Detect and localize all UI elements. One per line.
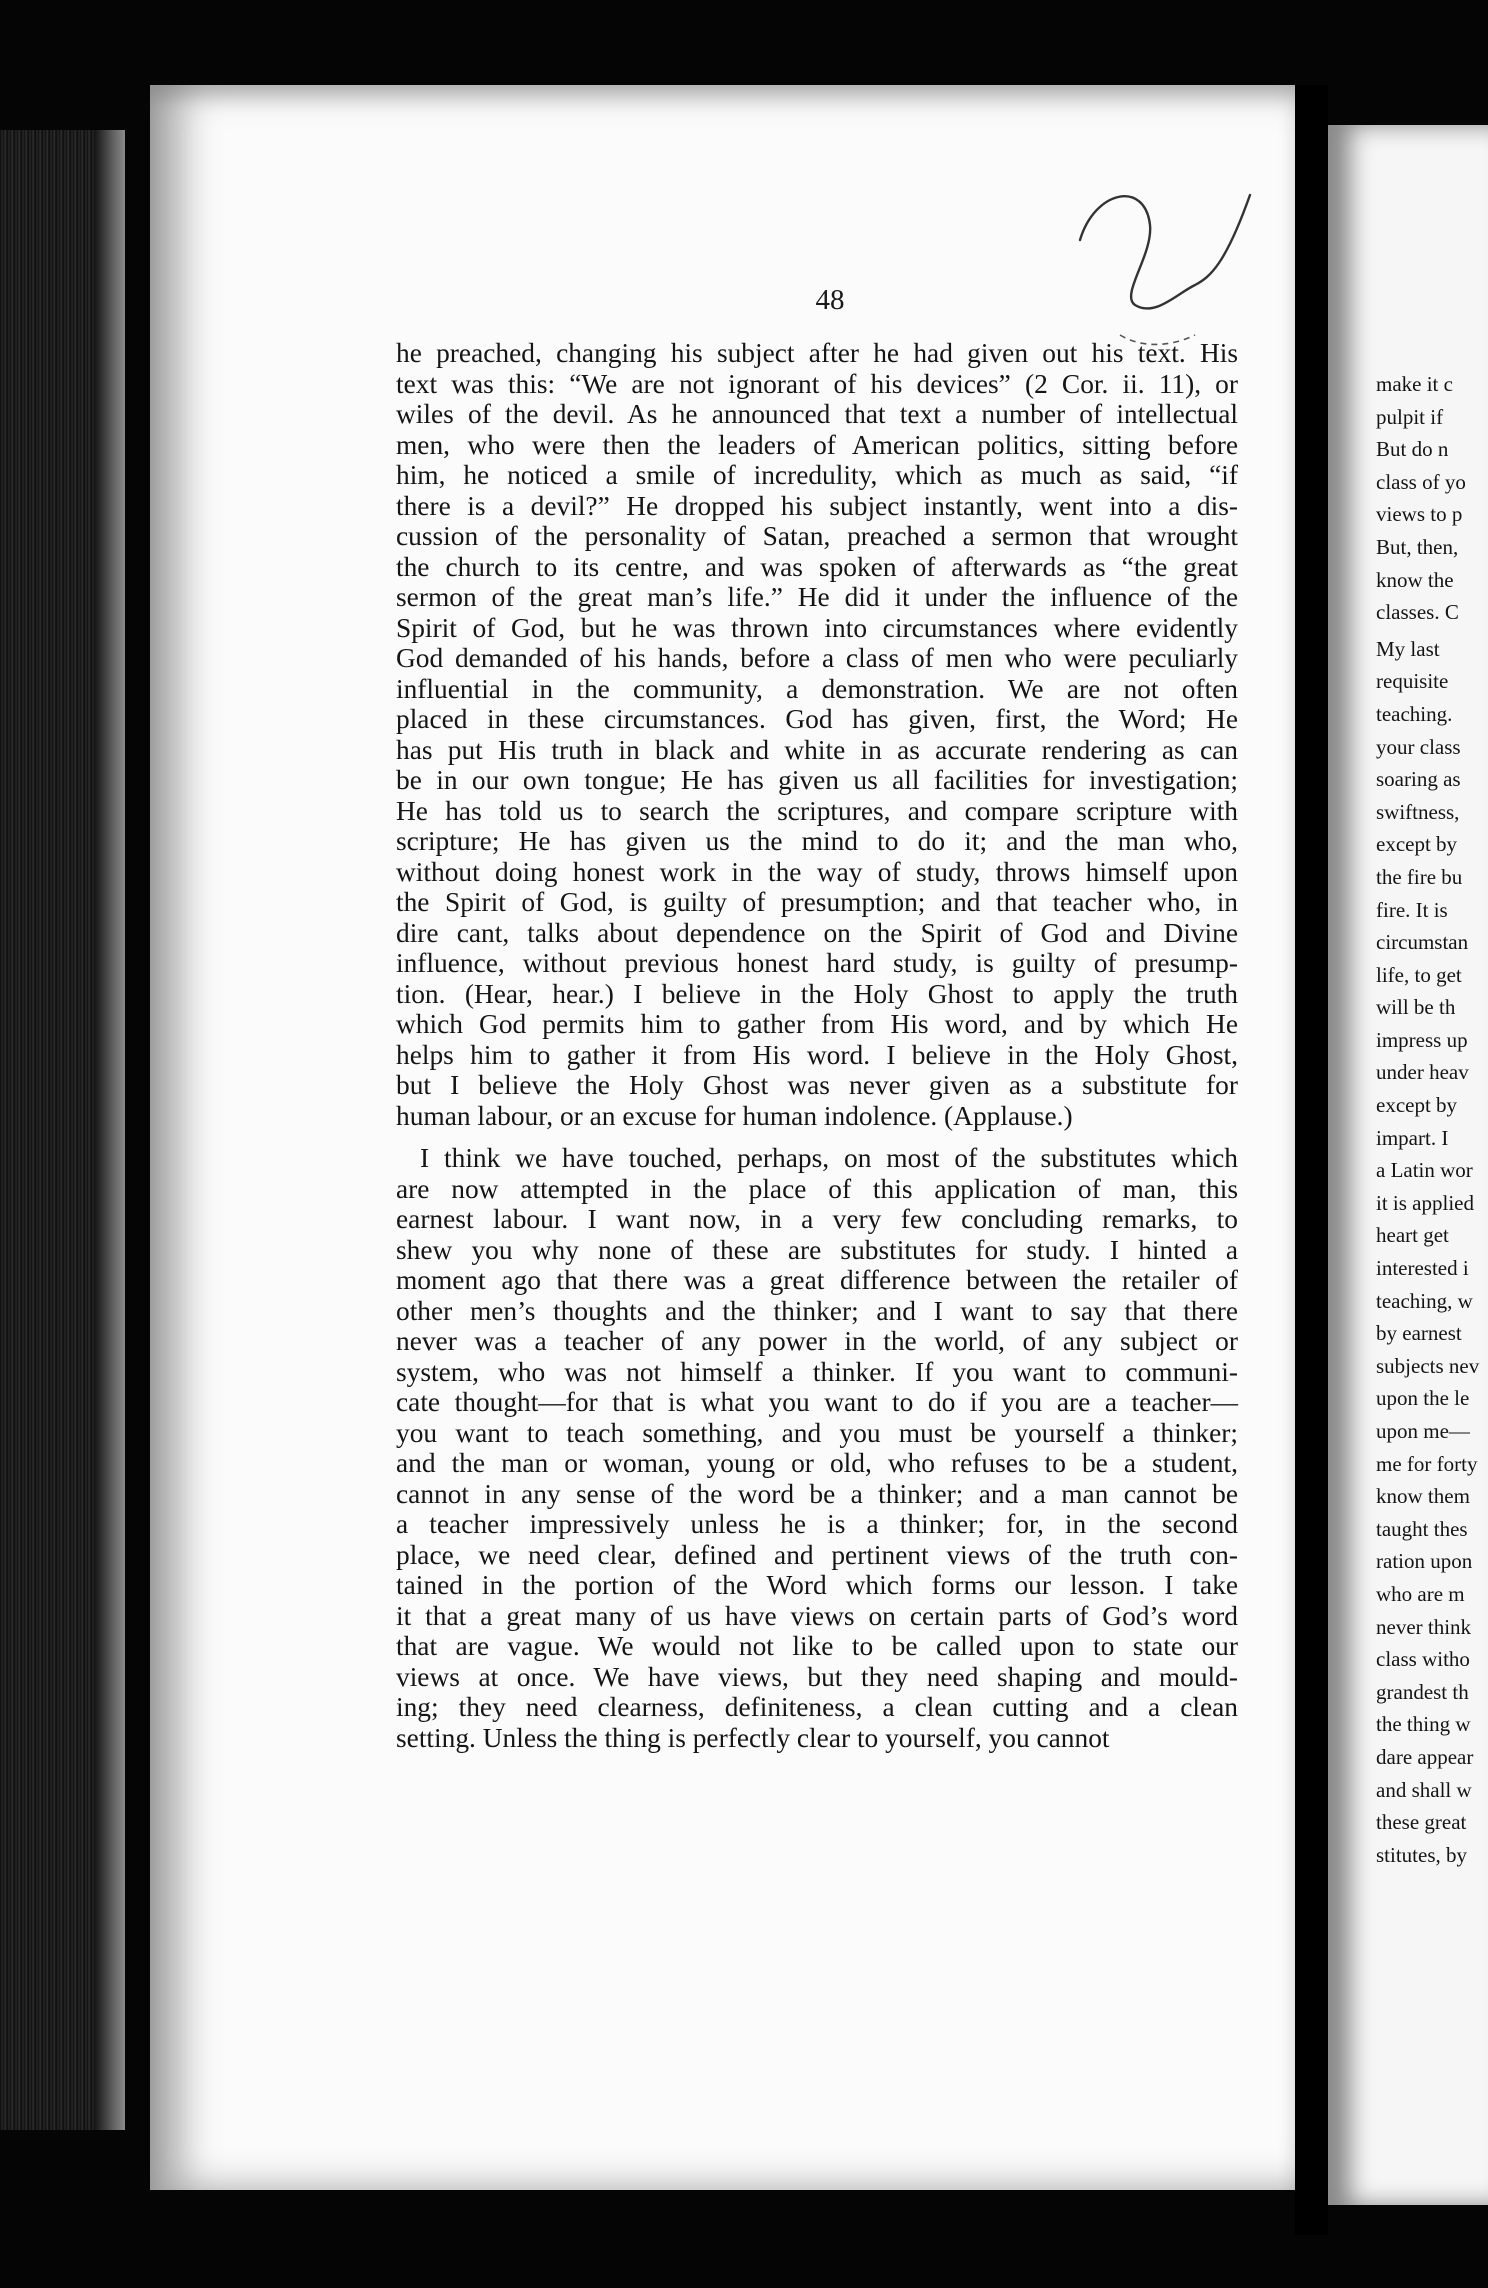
text-line: scripture; He has given us the mind to do it; and the man who, (396, 826, 1238, 856)
facing-page-line: know the (1376, 567, 1454, 592)
facing-page-line: teaching. (1376, 701, 1453, 726)
text-line: that are vague. We would not like to be called upon to state our (396, 1631, 1238, 1661)
facing-page-line: classes. C (1376, 600, 1459, 625)
facing-page-line: upon the le (1376, 1386, 1470, 1411)
text-line: human labour, or an excuse for human indolence. (Applause.) (396, 1100, 1073, 1131)
facing-page-line: it is applied (1376, 1190, 1474, 1215)
text-line: but I believe the Holy Ghost was never given as a substitute for (396, 1070, 1238, 1100)
text-line: are now attempted in the place of this application of man, this (396, 1173, 1238, 1204)
facing-page-line: views to p (1376, 502, 1463, 527)
text-line: other men’s thoughts and the thinker; and I want to say that there (396, 1295, 1238, 1326)
text-line: placed in these circumstances. God has given, first, the Word; He (396, 704, 1238, 734)
body-text (396, 338, 1238, 1753)
text-line: setting. Unless the thing is perfectly clear to yourself, you cannot (396, 1722, 1110, 1753)
text-line: ing; they need clearness, definiteness, a clean cutting and a clean (396, 1692, 1238, 1722)
text-line: wiles of the devil. As he announced that text a number of intellectual (396, 399, 1238, 429)
text-line: a teacher impressively unless he is a thinker; for, in the second (396, 1509, 1238, 1539)
facing-page-line: upon me— (1376, 1419, 1470, 1443)
paragraph-gap (396, 1131, 1238, 1143)
text-line: shew you why none of these are substitutes for study. I hinted a (396, 1234, 1238, 1265)
facing-page-line: pulpit if (1376, 404, 1444, 429)
text-line: and the man or woman, young or old, who refuses to be a student, (396, 1448, 1238, 1478)
text-line: He has told us to search the scriptures, and compare scripture with (396, 795, 1238, 826)
text-line: Spirit of God, but he was thrown into circumstances where evidently (396, 612, 1238, 643)
facing-page-line: except by (1376, 1093, 1458, 1118)
facing-page-line: stitutes, by (1376, 1842, 1468, 1867)
text-line: has put His truth in black and white in as accurate rendering as can (396, 734, 1238, 765)
page-gutter (1295, 85, 1328, 2235)
facing-page-line: class of yo (1376, 469, 1466, 494)
text-line: tion. (Hear, hear.) I believe in the Holy Ghost to apply the truth (396, 978, 1238, 1009)
facing-page-line: soaring as (1376, 767, 1461, 792)
facing-page-line: except by (1376, 832, 1458, 857)
facing-page-line: interested i (1376, 1256, 1469, 1281)
facing-page-line: My last (1376, 636, 1440, 661)
text-line: influential in the community, a demonstration. We are not often (396, 673, 1238, 704)
facing-page-line: the fire bu (1376, 864, 1463, 889)
text-line: system, who was not himself a thinker. If you want to communi- (396, 1356, 1238, 1387)
text-line: the church to its centre, and was spoken of afterwards as “the great (396, 551, 1238, 582)
facing-page-line: a Latin wor (1376, 1158, 1473, 1183)
text-line: helps him to gather it from His word. I believe in the Holy Ghost, (396, 1039, 1238, 1070)
text-line: text was this: “We are not ignorant of his devices” (2 Cor. ii. 11), or (396, 368, 1238, 399)
facing-page-line: make it c (1376, 372, 1453, 396)
facing-page-line: the thing w (1376, 1712, 1471, 1737)
facing-page-line: requisite (1376, 669, 1449, 694)
facing-page-line: But, then, (1376, 534, 1459, 559)
text-line: you want to teach something, and you must be yourself a thinker; (396, 1417, 1238, 1448)
text-line: which God permits him to gather from His word, and by which He (396, 1009, 1238, 1039)
facing-page-line: these great (1376, 1810, 1467, 1835)
book-page-edges (0, 130, 125, 2130)
facing-page-line: life, to get (1376, 962, 1462, 987)
facing-page-line: ration upon (1376, 1549, 1473, 1574)
text-line: without doing honest work in the way of study, throws himself upon (396, 856, 1238, 887)
text-line: he preached, changing his subject after he had given out his text. His (396, 338, 1238, 368)
facing-page-line: your class (1376, 734, 1461, 759)
text-line: cannot in any sense of the word be a thinker; and a man cannot be (396, 1478, 1238, 1509)
text-line: him, he noticed a smile of incredulity, which as much as said, “if (396, 460, 1238, 490)
text-line: tained in the portion of the Word which forms our lesson. I take (396, 1570, 1238, 1600)
facing-page-line: teaching, w (1376, 1288, 1473, 1313)
facing-page-line: subjects nev (1376, 1353, 1480, 1378)
facing-page-line: know them (1376, 1484, 1470, 1509)
text-line: it that a great many of us have views on certain parts of God’s word (396, 1600, 1238, 1631)
text-line: cate thought—for that is what you want to do if you are a teacher— (396, 1387, 1238, 1417)
facing-page-line: by earnest (1376, 1321, 1462, 1346)
facing-page-line: will be th (1376, 995, 1456, 1020)
facing-page-line: impress up (1376, 1027, 1468, 1052)
text-line: views at once. We have views, but they need shaping and mould- (396, 1661, 1238, 1692)
facing-page-line: dare appear (1376, 1744, 1474, 1769)
facing-page-line: circumstan (1376, 930, 1469, 955)
text-line: there is a devil?” He dropped his subject instantly, went into a dis- (396, 490, 1238, 521)
facing-page-line: But do n (1376, 437, 1449, 462)
facing-page-line: grandest th (1376, 1679, 1469, 1704)
facing-page-line: taught thes (1376, 1516, 1468, 1541)
text-line: God demanded of his hands, before a class of men who were peculiarly (396, 643, 1238, 673)
text-line: dire cant, talks about dependence on the Spirit of God and Divine (396, 917, 1238, 948)
text-line: cussion of the personality of Satan, preached a sermon that wrought (396, 521, 1238, 551)
text-line: moment ago that there was a great difference between the retailer of (396, 1265, 1238, 1295)
text-line: earnest labour. I want now, in a very few concluding remarks, to (396, 1204, 1238, 1234)
text-line: never was a teacher of any power in the world, of any subject or (396, 1326, 1238, 1356)
text-line: the Spirit of God, is guilty of presumption; and that teacher who, in (396, 887, 1238, 917)
facing-page-line: swiftness, (1376, 799, 1460, 824)
facing-page-line: fire. It is (1376, 897, 1448, 922)
facing-page-line: impart. I (1376, 1125, 1449, 1150)
facing-page-line: class witho (1376, 1647, 1470, 1672)
facing-page-line: never think (1376, 1614, 1472, 1639)
facing-page-line: who are m (1376, 1581, 1465, 1606)
text-line: place, we need clear, defined and pertinent views of the truth con- (396, 1539, 1238, 1570)
text-line: I think we have touched, perhaps, on most of the substitutes which (420, 1143, 1238, 1173)
text-line: sermon of the great man’s life.” He did it under the influence of the (396, 582, 1238, 612)
facing-page-line: heart get (1376, 1223, 1449, 1248)
text-line: influence, without previous honest hard study, is guilty of presump- (396, 948, 1238, 978)
facing-page-line: under heav (1376, 1060, 1469, 1085)
facing-page-line: and shall w (1376, 1777, 1472, 1802)
facing-page-line: me for forty (1376, 1451, 1478, 1476)
text-line: men, who were then the leaders of American politics, sitting before (396, 429, 1238, 460)
page-number: 48 (815, 284, 845, 316)
text-line: be in our own tongue; He has given us all facilities for investigation; (396, 765, 1238, 795)
facing-page-text (1376, 368, 1479, 1871)
